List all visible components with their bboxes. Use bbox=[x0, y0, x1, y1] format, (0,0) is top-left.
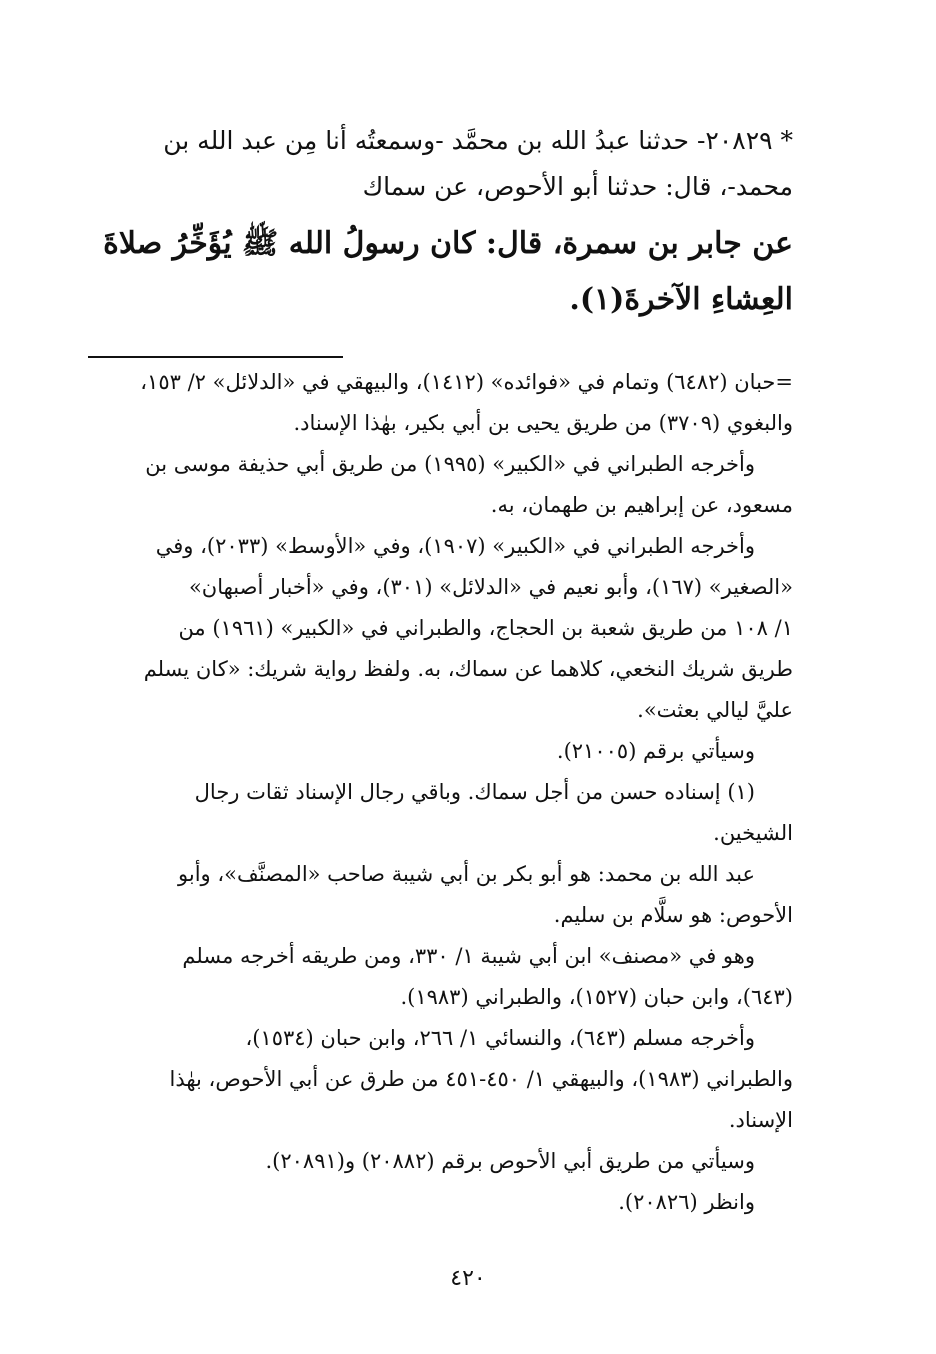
footnote-line: وأخرجه مسلم (٦٤٣)، والنسائي ١/ ٢٦٦، وابن حبان (١٥٣٤)، bbox=[245, 1026, 755, 1050]
footnote-paragraph bbox=[88, 1182, 793, 1223]
footnote-paragraph bbox=[88, 526, 793, 731]
hadith-isnad bbox=[88, 118, 793, 210]
footnote-paragraph bbox=[88, 731, 793, 772]
matn-line-1: عن جابر بن سمرة، قال: كان رسولُ الله ﷺ يُؤَخِّرُ صلاةَ bbox=[103, 226, 793, 261]
footnote-paragraph bbox=[88, 444, 793, 526]
footnote-line: عليَّ ليالي بعثت». bbox=[637, 698, 793, 722]
isnad-line-2: محمد-، قال: حدثنا أبو الأحوص، عن سماك bbox=[362, 172, 793, 201]
footnote-line: وسيأتي برقم (٢١٠٠٥). bbox=[556, 739, 755, 763]
footnote-paragraph bbox=[88, 362, 793, 444]
hadith-matn bbox=[88, 216, 793, 328]
footnote-paragraph bbox=[88, 854, 793, 936]
footnote-line: (١) إسناده حسن من أجل سماك. وباقي رجال الإسناد ثقات رجال bbox=[194, 780, 755, 804]
footnote-line: =حبان (٦٤٨٢) وتمام في «فوائده» (١٤١٢)، والبيهقي في «الدلائل» ٢/ ١٥٣، bbox=[140, 370, 793, 394]
page-body bbox=[88, 118, 793, 1223]
footnote-line: وأخرجه الطبراني في «الكبير» (١٩٠٧)، وفي «الأوسط» (٢٠٣٣)، وفي bbox=[155, 534, 755, 558]
footnote-line: والطبراني (١٩٨٣)، والبيهقي ١/ ٤٥٠-٤٥١ من طرق عن أبي الأحوص، بهٰذا bbox=[169, 1067, 793, 1091]
footnote-line: وسيأتي من طريق أبي الأحوص برقم (٢٠٨٨٢) و(٢٠٨٩١). bbox=[265, 1149, 755, 1173]
footnote-paragraph bbox=[88, 1018, 793, 1141]
footnote-line: وهو في «مصنف» ابن أبي شيبة ١/ ٣٣٠، ومن طريقه أخرجه مسلم bbox=[182, 944, 755, 968]
matn-line-2: العِشاءِ الآخرةَ(١). bbox=[569, 282, 793, 317]
footnote-line: مسعود، عن إبراهيم بن طهمان، به. bbox=[490, 493, 793, 517]
footnote-paragraph bbox=[88, 1141, 793, 1182]
footnote-paragraph bbox=[88, 936, 793, 1018]
footnote-line: الإسناد. bbox=[728, 1108, 793, 1132]
page-number: ٤٢٠ bbox=[450, 1266, 486, 1291]
footnote-line: ١/ ١٠٨ من طريق شعبة بن الحجاج، والطبراني في «الكبير» (١٩٦١) من bbox=[178, 616, 793, 640]
footnote-line: وانظر (٢٠٨٢٦). bbox=[618, 1190, 755, 1214]
footnote-line: طريق شريك النخعي، كلاهما عن سماك، به. ولفظ رواية شريك: «كان يسلم bbox=[143, 657, 793, 681]
footnote-line: الشيخين. bbox=[713, 821, 793, 845]
footnote-paragraph bbox=[88, 772, 793, 854]
footnote-line: وأخرجه الطبراني في «الكبير» (١٩٩٥) من طريق أبي حذيفة موسى بن bbox=[145, 452, 755, 476]
footnotes bbox=[88, 362, 793, 1223]
footnote-separator bbox=[88, 356, 343, 358]
isnad-line-1: * ٢٠٨٢٩- حدثنا عبدُ الله بن محمَّد -وسمعتُه أنا مِن عبد الله بن bbox=[163, 126, 793, 155]
footnote-line: (٦٤٣)، وابن حبان (١٥٢٧)، والطبراني (١٩٨٣). bbox=[400, 985, 793, 1009]
footnote-line: عبد الله بن محمد: هو أبو بكر بن أبي شيبة صاحب «المصنَّف»، وأبو bbox=[178, 862, 755, 886]
footnote-line: «الصغير» (١٦٧)، وأبو نعيم في «الدلائل» (٣٠١)، وفي «أخبار أصبهان» bbox=[188, 575, 793, 599]
footnote-separator-wrap bbox=[88, 328, 793, 358]
footnote-line: والبغوي (٣٧٠٩) من طريق يحيى بن أبي بكير، بهٰذا الإسناد. bbox=[293, 411, 793, 435]
footnote-line: الأحوص: هو سلَّام بن سليم. bbox=[553, 903, 793, 927]
